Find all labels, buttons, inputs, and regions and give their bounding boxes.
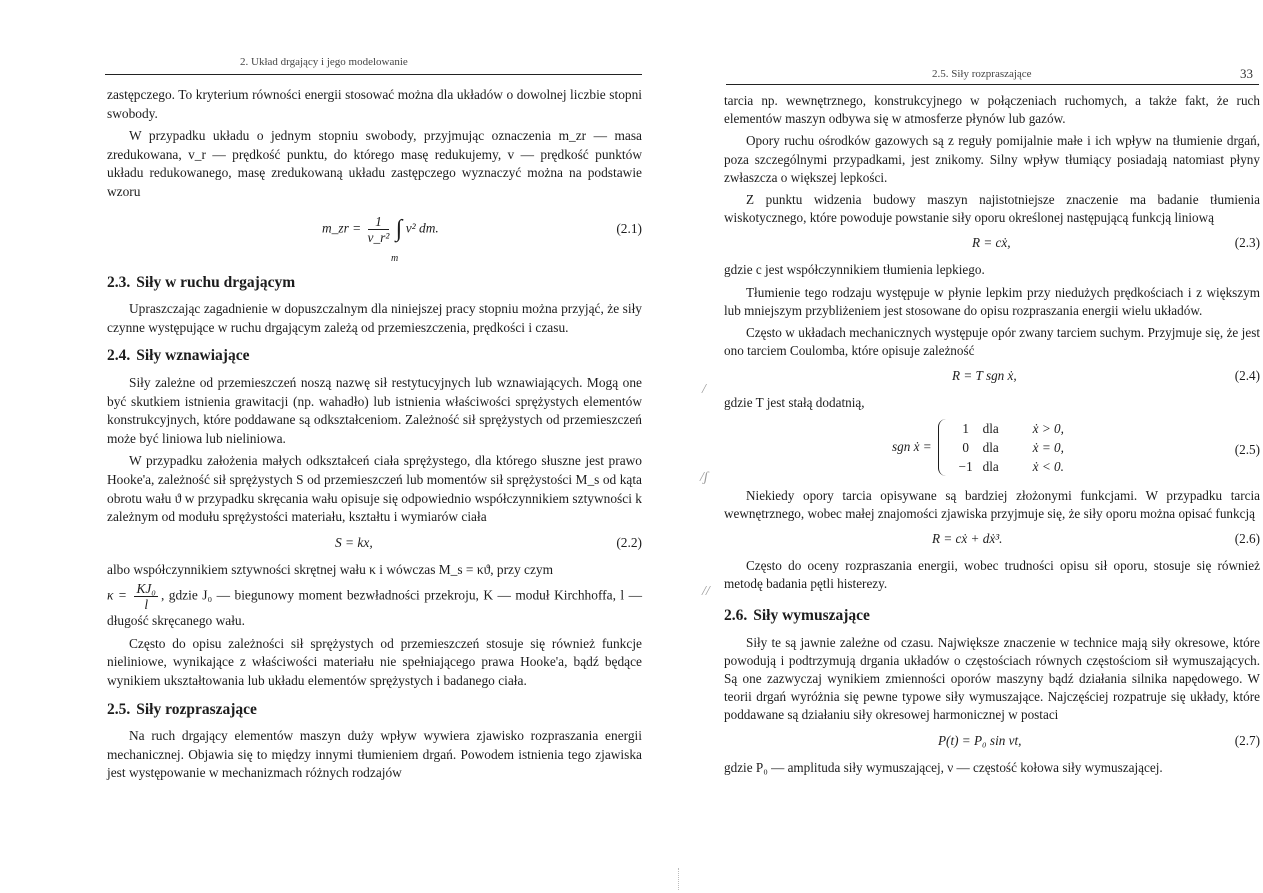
- eq-2-6-number: (2.6): [1234, 531, 1260, 547]
- eq-2-4-number: (2.4): [1234, 368, 1260, 384]
- heading-2-3-title: Siły w ruchu drgającym: [136, 273, 296, 291]
- equation-2-2: [107, 531, 642, 557]
- right-paragraph-10: gdzie P₀ — amplituda siły wymuszającej, ν — częstość kołowa siły wymuszającej.: [724, 759, 1163, 775]
- right-page: [680, 0, 1263, 893]
- left-header-rule: [105, 74, 642, 75]
- eq-2-1-number: (2.1): [616, 220, 642, 236]
- margin-mark: /ʃ: [700, 470, 708, 485]
- margin-mark: //: [702, 584, 710, 599]
- eq-2-1-denominator: v_r²: [367, 229, 390, 245]
- eq-2-3-number: (2.3): [1234, 235, 1260, 251]
- sgn-cases: [938, 419, 1113, 476]
- intro-paragraph-1: zastępczego. To kryterium równości energii stosować można dla układów o dowolnej liczbie stopni swobody.: [107, 87, 642, 121]
- kappa-denominator: l: [144, 597, 149, 613]
- heading-2-4: [107, 347, 642, 366]
- margin-mark: /: [702, 382, 706, 397]
- heading-2-3-number: 2.3.: [107, 273, 131, 291]
- sec-2-5-paragraph: Na ruch drgający elementów maszyn duży wpływ wywiera zjawisko rozpraszania energii mechanicznej. Objawia się to między innymi tłumieniem drgań. Powodem istnienia tego zjawiska jest występowanie w mechanizmach różnych rodzajów: [107, 728, 642, 781]
- eq-2-2-expression: S = kx,: [335, 534, 373, 550]
- right-paragraph-5: Tłumienie tego rodzaju występuje w płynie lepkim przy niedużych prędkościach i z większym lub mniejszym przybliżeniem jest stosowane do opisu rozpraszania energii wielu układów.: [724, 284, 1260, 318]
- integral-sign: ∫: [395, 215, 403, 242]
- right-paragraph-8: Niekiedy opory tarcia opisywane są bardziej złożonymi funkcjami. W przypadku tarcia wewnętrznego, wobec małej znajomości zjawiska przyjmuje się, że siły oporu można opisać funkcją: [724, 487, 1260, 521]
- equation-2-3: [724, 231, 1260, 257]
- right-paragraph-7: gdzie T jest stałą dodatnią,: [724, 395, 865, 411]
- heading-2-5-title: Siły rozpraszające: [136, 700, 257, 718]
- right-paragraph-2: Opory ruchu ośrodków gazowych są z reguły pomijalnie małe i ich wpływ na tłumienie drgań, poza szczególnymi przypadkami, jest znikomy. Silny wpływ tłumiący posiadają natomiast płyny zwłaszcza o większej lepkości.: [724, 133, 1260, 185]
- sec-2-4-paragraph-1: Siły zależne od przemieszczeń noszą nazwę sił restytucyjnych lub wznawiających. Mogą one być skutkiem istnienia grawitacji (np. wahadło) lub istnienia właściwości sprężystych elementów konstrukcyjnych, które poddawane są odkształceniom. Zależność sił sprężystych od przemieszczeń może być liniowa lub nieliniowa.: [107, 374, 642, 446]
- sec-2-4-paragraph-3b: [107, 581, 642, 631]
- kappa-description: , gdzie J₀ — biegunowy moment bezwładności przekroju, K — moduł Kirchhoffa, l — długość skręcanego wału.: [107, 587, 642, 629]
- sec-2-4-paragraph-2: W przypadku założenia małych odkształceń ciała sprężystego, dla którego słuszne jest prawo Hooke'a, zależność sił sprężystych S od przemieszczeń lub momentów sił sprężystości M_s od kąta obrotu wału ϑ w przypadku skręcania wału opisuje się odpowiednio współczynnikiem sztywności k zależnym od modułu sprężystości materiału, kształtu i wymiarów ciała: [107, 453, 642, 525]
- sec-2-3-paragraph: Upraszczając zagadnienie w dopuszczalnym dla niniejszej pracy stopniu można przyjąć, że siły czynne występujące w ruchu drgającym zależą od przemieszczenia, prędkości i czasu.: [107, 301, 642, 335]
- right-paragraph-4: gdzie c jest współczynnikiem tłumienia lepkiego.: [724, 262, 985, 278]
- right-header-rule: [726, 84, 1259, 85]
- equation-2-4: [724, 364, 1260, 390]
- left-page-content: [107, 86, 642, 787]
- kappa-definition: κ =: [107, 587, 127, 603]
- right-paragraph-9: Często do oceny rozpraszania energii, wobec trudności opisu sił oporu, stosuje się również metodę badania pętli histerezy.: [724, 558, 1260, 592]
- right-page-content: [724, 92, 1260, 781]
- eq-2-2-number: (2.2): [616, 534, 642, 550]
- eq-2-1-limit: m: [391, 252, 399, 264]
- eq-2-5-number: (2.5): [1234, 441, 1260, 457]
- eq-2-7-number: (2.7): [1234, 732, 1260, 748]
- page-number: 33: [1240, 66, 1253, 81]
- right-running-header: 2.5. Siły rozpraszające: [932, 68, 1032, 80]
- equation-2-6: [724, 527, 1260, 553]
- sec-2-6-paragraph: Siły te są jawnie zależne od czasu. Największe znaczenie w technice mają siły okresowe, które powodują i podtrzymują drgania układów o częstościach równych częstościom sił wymuszających. Są one zazwyczaj wynikiem zmienności oporów maszyny bądź działania silnika napędowego. W teorii drgań wyróżnia się pewne typowe siły wymuszające. Najczęściej rozpatruje się układy, które poddawane są działaniu siły okresowej harmonicznej w postaci: [724, 634, 1260, 723]
- sgn-case-row: 0 dla ẋ = 0,: [962, 439, 1064, 455]
- equation-2-5: [724, 417, 1260, 483]
- right-paragraph-6: Często w układach mechanicznych występuje opór zwany tarciem suchym. Przyjmuje się, że jest ono tarciem Coulomba, które opisuje zależność: [724, 325, 1260, 359]
- heading-2-6-number: 2.6.: [724, 607, 748, 625]
- eq-2-7-expression: P(t) = P₀ sin νt,: [938, 732, 1022, 748]
- eq-2-5-lhs: sgn ẋ =: [892, 439, 932, 455]
- right-paragraph-3: Z punktu widzenia budowy maszyn najistotniejsze znaczenie ma badanie tłumienia wiskotycznego, które powoduje powstanie siły oporu określonej następującą funkcją liniową: [724, 192, 1260, 226]
- sgn-case-row: −1 dla ẋ < 0.: [958, 458, 1064, 474]
- heading-2-4-number: 2.4.: [107, 347, 131, 365]
- eq-2-1-numerator: 1: [368, 214, 390, 230]
- eq-2-1-integrand: v² dm.: [405, 220, 439, 236]
- sgn-case-row: 1 dla ẋ > 0,: [962, 420, 1064, 436]
- left-running-header: 2. Układ drgający i jego modelowanie: [240, 56, 408, 68]
- equation-2-7: [724, 729, 1260, 755]
- intro-paragraph-2: W przypadku układu o jednym stopniu swobody, przyjmując oznaczenia m_zr — masa zredukowana, v_r — prędkość punktu, do którego masę redukujemy, v — prędkość punktów układu redukowanego, masę zredukowaną układu zastępczego wyznaczyć można na podstawie wzoru: [107, 128, 642, 199]
- sec-2-4-paragraph-3a: albo współczynnikiem sztywności skrętnej wału κ i wówczas M_s = κϑ, przy czym: [107, 561, 554, 577]
- eq-2-1-lhs: m_zr =: [322, 220, 362, 236]
- kappa-numerator: KJ₀: [136, 581, 156, 597]
- heading-2-6: [724, 607, 1260, 625]
- heading-2-5: [107, 701, 642, 720]
- equation-2-1: [107, 206, 642, 264]
- eq-2-4-expression: R = T sgn ẋ,: [952, 368, 1017, 384]
- right-paragraph-1: tarcia np. wewnętrznego, konstrukcyjnego w połączeniach ruchomych, a także fakt, że ruch elementów maszyn odbywa się w atmosferze płynów lub gazów.: [724, 93, 1260, 127]
- heading-2-6-title: Siły wymuszające: [753, 607, 870, 625]
- sec-2-4-paragraph-4: Często do opisu zależności sił sprężystych od przemieszczeń stosuje się również funkcje nieliniowe, wynikające z właściwości materiału nie spełniającego prawa Hooke'a, bądź będące wynikiem ukształtowania lub układu elementów sprężystych i badanego ciała.: [107, 635, 642, 689]
- heading-2-5-number: 2.5.: [107, 700, 131, 718]
- book-gutter: [678, 868, 679, 890]
- heading-2-3: [107, 274, 642, 293]
- eq-2-3-expression: R = cẋ,: [972, 235, 1011, 251]
- eq-2-6-expression: R = cẋ + dẋ³.: [932, 531, 1003, 547]
- heading-2-4-title: Siły wznawiające: [136, 347, 250, 365]
